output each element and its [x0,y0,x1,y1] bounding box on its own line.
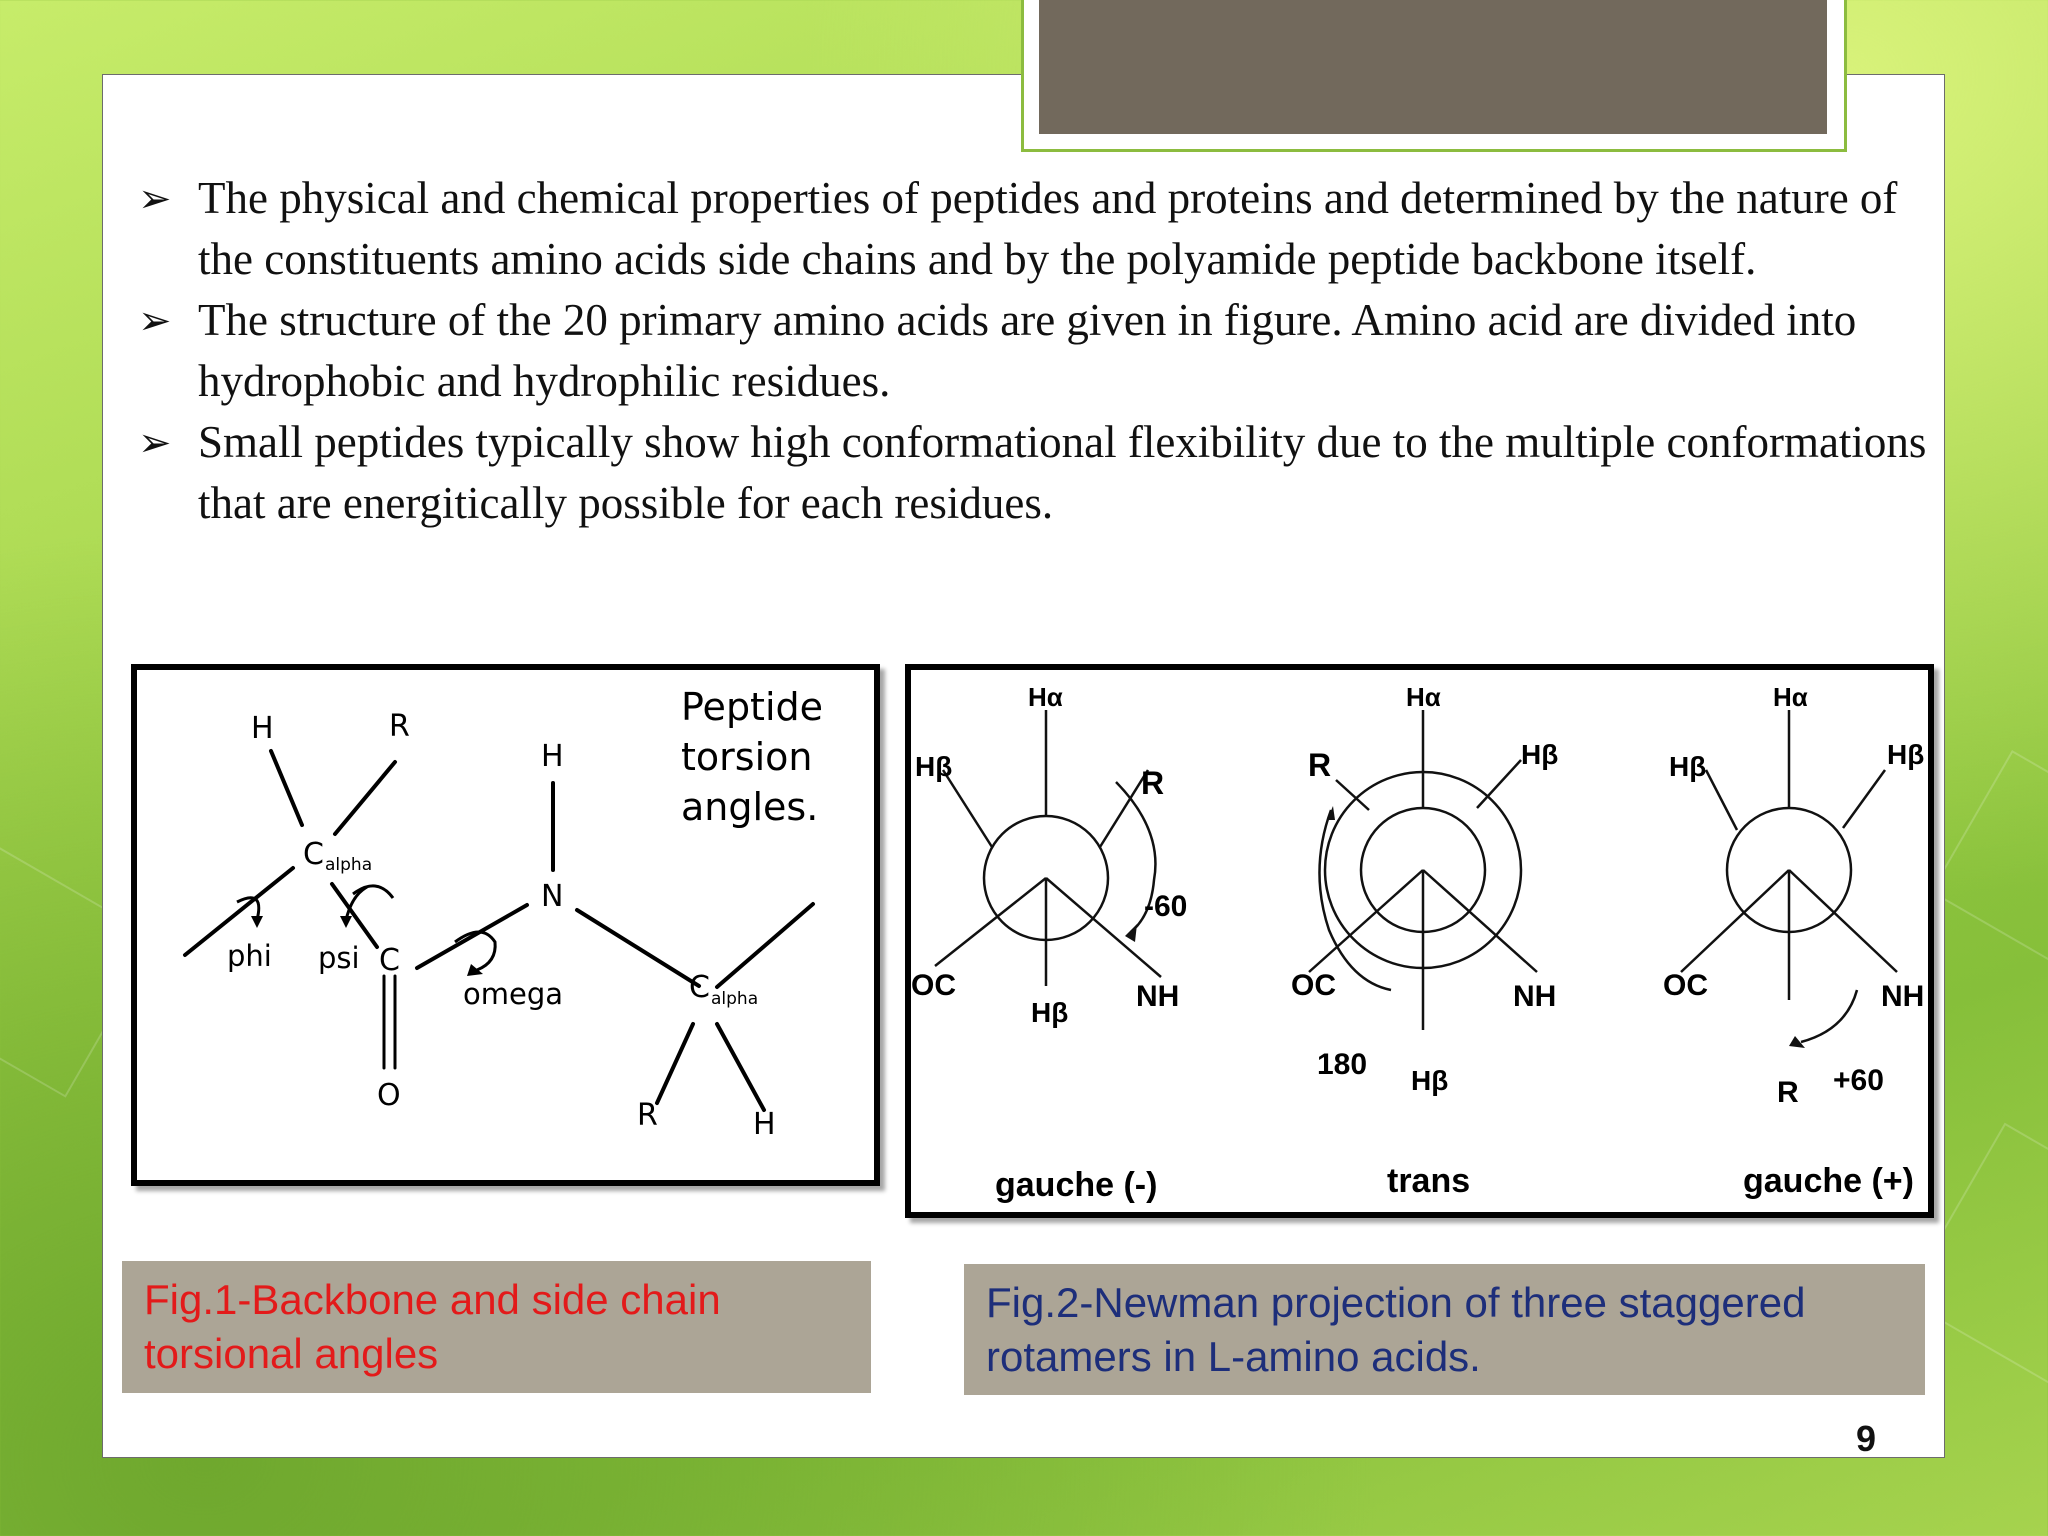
rotamer-1-upper-right-label: R [1141,765,1165,801]
rotamer-3-bottom-label: R [1777,1076,1799,1109]
rotamer-3-lower-left-label: OC [1663,969,1708,1002]
rotamer-1-name: gauche (-) [995,1166,1158,1204]
figure-1-title-line: angles. [681,785,819,829]
bullet-text: Small peptides typically show high conformational flexibility due to the multiple conformations that are energitically possible for each residues. [198,417,1927,528]
bullet-item [138,412,1928,534]
rotamer-2-angle: 180 [1317,1048,1368,1081]
rotamer-1-angle: -60 [1144,890,1188,923]
bullet-item [138,168,1928,290]
rotamer-3-lower-right-label: NH [1881,980,1925,1013]
figure-1-caption: Fig.1-Backbone and side chain torsional angles [122,1261,871,1393]
bullet-arrow-icon: ➢ [138,176,172,221]
bullet-arrow-icon: ➢ [138,420,172,465]
rotamer-3-angle: +60 [1833,1064,1884,1097]
atom-c-alpha-2: C [689,970,710,1005]
figure-2-diagram [911,670,1928,1212]
bullet-text: The physical and chemical properties of peptides and proteins and determined by the nature of the constituents amino acids side chains and by the polyamide peptide backbone itself. [198,173,1898,284]
rotamer-3-top-label: Hα [1773,682,1808,712]
atom-n: N [541,879,564,914]
figure-1-title-line: torsion [681,735,813,779]
rotamer-3-upper-right-label: Hβ [1887,739,1925,770]
rotamer-2-lower-right-label: NH [1513,980,1557,1013]
bullet-list [138,168,1928,534]
rotamer-2-upper-left-label: R [1308,747,1332,783]
figure-2-caption: Fig.2-Newman projection of three staggered rotamers in L-amino acids. [964,1264,1925,1395]
label-omega: omega [463,977,564,1011]
bullet-text: The structure of the 20 primary amino acids are given in figure. Amino acid are divided into hydrophobic and hydrophilic residues. [198,295,1857,406]
rotamer-2-name: trans [1387,1162,1471,1200]
rotamer-1-lower-left-label: OC [911,969,956,1002]
atom-c-alpha: C [303,837,324,872]
background-hexagon [1930,750,2048,974]
figure-1-peptide-torsion [131,664,880,1186]
c-alpha-subscript-2: alpha [711,989,759,1009]
atom-r-2: R [637,1098,658,1133]
rotamer-3-upper-left-label: Hβ [1669,751,1707,782]
atom-h-2: H [753,1107,776,1142]
label-phi: phi [227,939,272,973]
rotamer-1-top-label: Hα [1028,682,1063,712]
atom-r: R [389,709,410,744]
figure-2-newman-projections [905,664,1934,1218]
rotamer-2-bottom-label: Hβ [1411,1065,1449,1096]
atom-h: H [251,711,274,746]
figure-1-title-line: Peptide [681,685,824,729]
figure-1-diagram [137,670,874,1180]
rotamer-3-name: gauche (+) [1743,1162,1914,1200]
bullet-item [138,290,1928,412]
atom-h-amide: H [541,739,564,774]
label-psi: psi [318,941,360,975]
c-alpha-subscript: alpha [325,855,373,875]
page-number: 9 [1856,1418,1877,1459]
rotamer-1-bottom-label: Hβ [1031,997,1069,1028]
rotamer-2-lower-left-label: OC [1291,969,1336,1002]
bullet-arrow-icon: ➢ [138,298,172,343]
rotamer-1-upper-left-label: Hβ [915,751,953,782]
rotamer-2-top-label: Hα [1406,682,1441,712]
rotamer-1-lower-right-label: NH [1136,980,1180,1013]
atom-c-carbonyl: C [379,943,400,978]
atom-o: O [377,1078,401,1113]
rotamer-2-upper-right-label: Hβ [1521,739,1559,770]
title-bar [1039,0,1827,134]
